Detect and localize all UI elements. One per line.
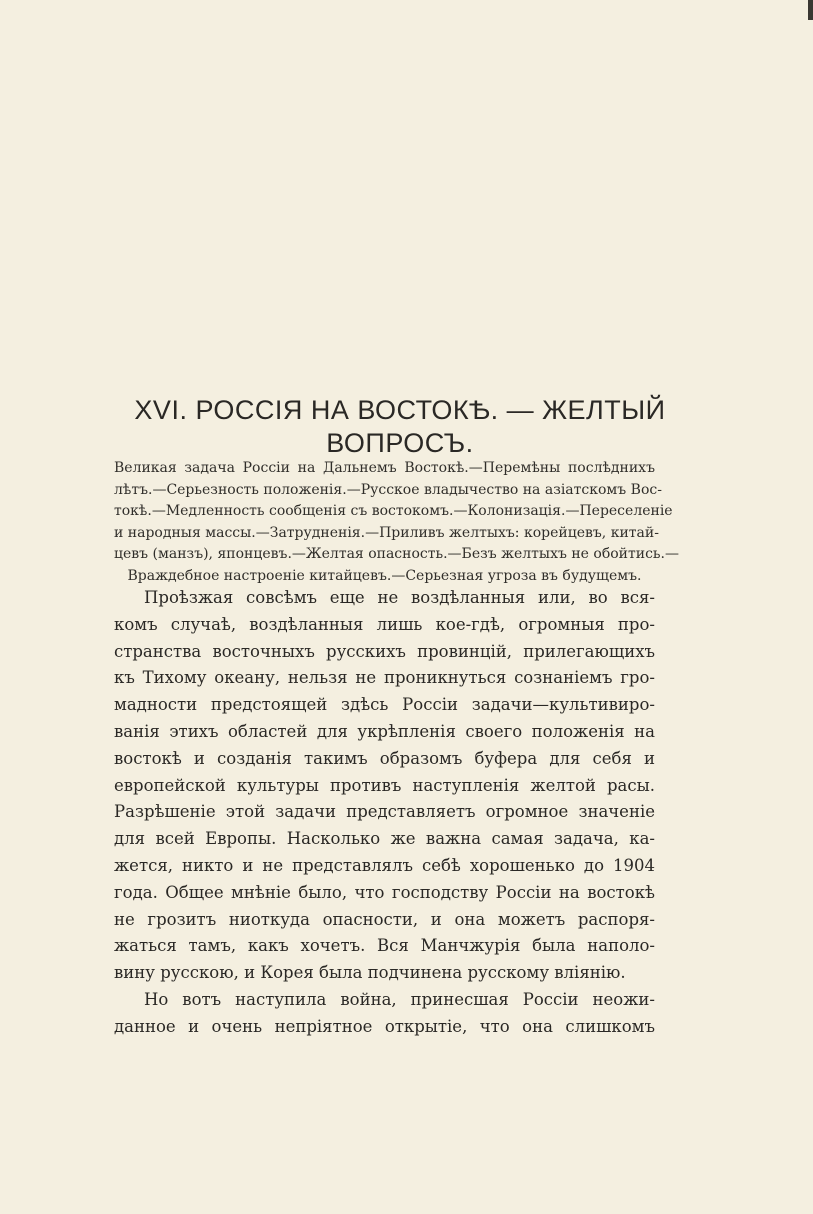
body-line: Проѣзжая совсѣмъ еще не воздѣланныя или, во вся- <box>144 588 655 607</box>
body-line: жется, никто и не представлялъ себѣ хорошенько до 1904 <box>114 855 655 875</box>
body-text <box>114 585 655 1041</box>
chapter-title <box>114 394 686 460</box>
summary-line: и народныя массы.—Затрудненія.—Приливъ желтыхъ: корейцевъ, китай- <box>114 524 659 541</box>
body-line: къ Тихому океану, нельзя не проникнуться сознаніемъ гро- <box>114 668 655 688</box>
summary-line: лѣтъ.—Серьезность положенія.—Русское владычество на азіатскомъ Вос- <box>114 481 662 498</box>
chapter-title-line-2: ВОПРОСЪ. <box>326 428 474 458</box>
summary-line: цевъ (манзъ), японцевъ.—Желтая опасность.—Безъ желтыхъ не обойтись.— <box>114 546 679 562</box>
body-line: мадности предстоящей здѣсь Россіи задачи—культивиро- <box>114 695 655 715</box>
body-line: востокѣ и созданія такимъ образомъ буфера для себя и <box>114 748 655 768</box>
body-line: не грозитъ ниоткуда опасности, и она можетъ распоря- <box>114 909 655 929</box>
body-line: данное и очень непріятное открытіе, что она слишкомъ <box>114 1016 655 1036</box>
body-line: для всей Европы. Насколько же важна самая задача, ка- <box>114 829 655 849</box>
body-line: жаться тамъ, какъ хочетъ. Вся Манчжурія была наполо- <box>114 936 655 956</box>
body-line: ванія этихъ областей для укрѣпленія своего положенія на <box>114 721 655 741</box>
summary-line: Враждебное настроеніе китайцевъ.—Серьезная угроза въ будущемъ. <box>127 567 642 584</box>
chapter-title-line-1: XVI. РОССІЯ НА ВОСТОКѢ. — ЖЕЛТЫЙ <box>134 395 666 425</box>
body-line: комъ случаѣ, воздѣланныя лишь кое-гдѣ, огромныя про- <box>114 614 655 634</box>
body-line: года. Общее мнѣніе было, что господству Россіи на востокѣ <box>114 882 655 902</box>
body-line: европейской культуры противъ наступленія желтой расы. <box>114 775 655 795</box>
summary-line: токѣ.—Медленность сообщенія съ востокомъ.—Колонизація.—Переселеніе <box>114 503 673 519</box>
scan-edge-mark <box>808 0 813 20</box>
body-line: странства восточныхъ русскихъ провинцій, прилегающихъ <box>114 641 655 661</box>
body-line: Но вотъ наступила война, принесшая Россіи неожи- <box>144 989 655 1009</box>
chapter-summary <box>114 458 679 587</box>
body-line: Разрѣшеніе этой задачи представляетъ огромное значеніе <box>114 802 655 822</box>
body-line: вину русскою, и Корея была подчинена русскому вліянію. <box>114 963 626 983</box>
summary-line: Великая задача Россіи на Дальнемъ Востокѣ.—Перемѣны послѣднихъ <box>114 460 655 476</box>
